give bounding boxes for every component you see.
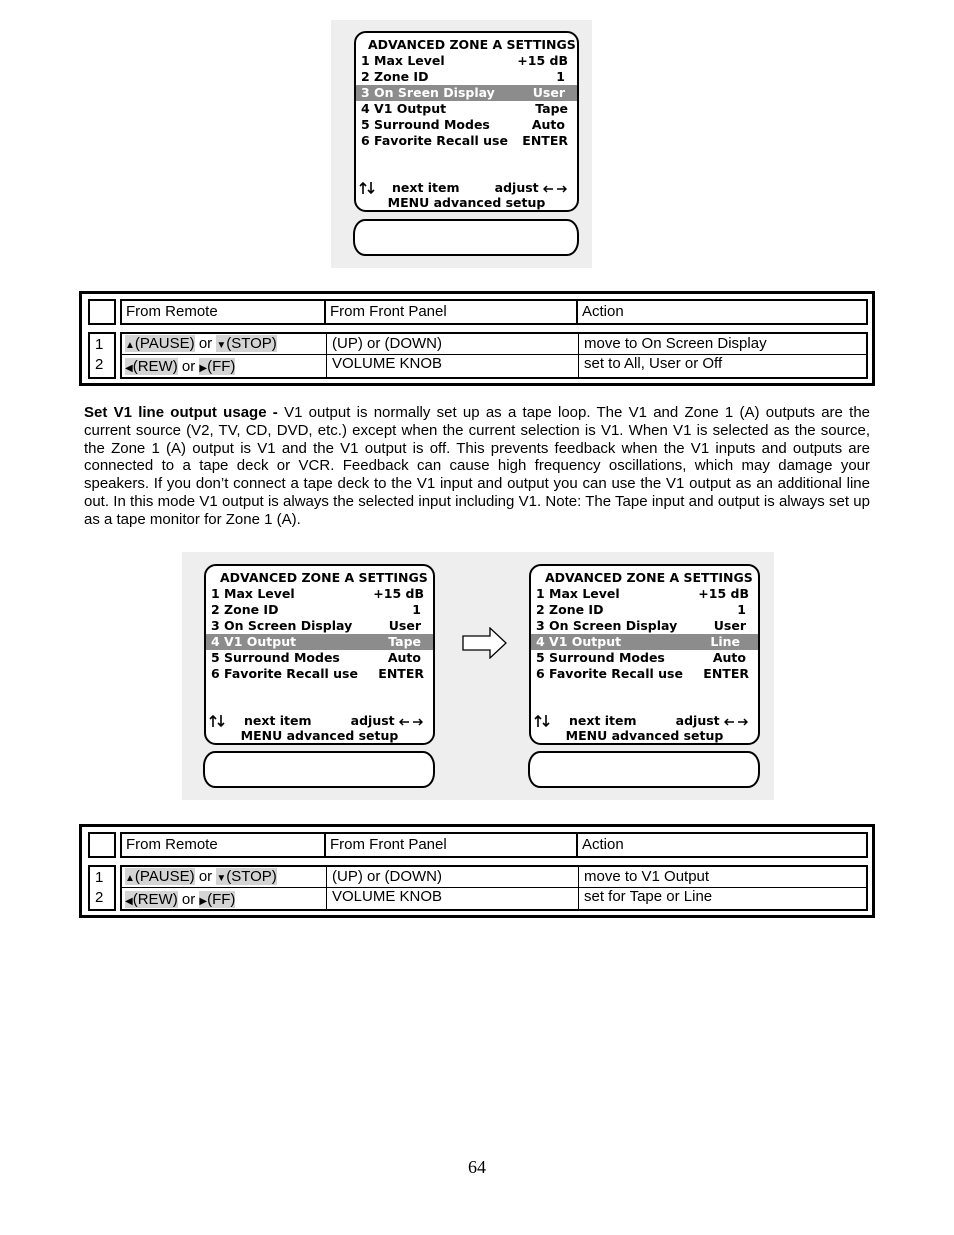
- osd-screen-left: [204, 564, 435, 745]
- osd-row: 5 Surround Modes Auto: [536, 650, 746, 665]
- osd-adjust: adjust: [351, 713, 423, 728]
- row-divider: [122, 887, 866, 888]
- osd-row: 6 Favorite Recall use ENTER: [536, 666, 749, 681]
- row-numbers: [88, 865, 116, 911]
- table-row: ◀(REW) or ▶(FF): [125, 358, 236, 375]
- header-from-front-panel: From Front Panel: [324, 299, 578, 325]
- osd-adjust: adjust: [676, 713, 748, 728]
- osd-menu-hint: MENU advanced setup: [565, 728, 724, 743]
- header-action: Action: [576, 299, 868, 325]
- table-row: ◀(REW) or ▶(FF): [125, 891, 236, 908]
- right-arrow-icon: [462, 627, 507, 659]
- table-body: [120, 332, 868, 379]
- table-cell-front: (UP) or (DOWN): [332, 868, 442, 885]
- header-from-remote: From Remote: [120, 299, 326, 325]
- osd-row: 3 On Screen Display User: [211, 618, 421, 633]
- osd-row: 5 Surround Modes Auto: [361, 117, 565, 132]
- table-cell-action: set for Tape or Line: [584, 888, 713, 905]
- triangle-up-icon: ▲: [125, 340, 135, 351]
- osd-row: 5 Surround Modes Auto: [211, 650, 421, 665]
- osd-row: 6 Favorite Recall use ENTER: [211, 666, 424, 681]
- row-divider: [122, 354, 866, 355]
- table-cell-action: move to On Screen Display: [584, 335, 767, 352]
- osd-row-selected: 4 V1 Output Tape: [206, 634, 433, 650]
- triangle-right-icon: ▶: [199, 363, 208, 374]
- header-from-remote: From Remote: [120, 832, 326, 858]
- table-cell-front: (UP) or (DOWN): [332, 335, 442, 352]
- osd-display-pill: [203, 751, 435, 788]
- column-divider: [578, 867, 579, 909]
- paragraph-text: V1 output is normally set up as a tape loop. The V1 and Zone 1 (A) outputs are the current source (V2, TV, CD, DVD, etc.) except when the current selection is V1. When V1 is selected as the source, the Zone 1 (A) output is V1 and the V1 output is off. This prevents feedback when the V1 inputs and outputs are connected to a tape deck or VCR. Feedback can cause high frequency oscillations, which may damage your speakers. If you don’t connect a tape deck to the V1 input and output you can use the V1 output as an additional line out. In this mode V1 output is always the selected input including V1. Note: The Tape input and output is always set up as a tape monitor for Zone 1 (A).: [84, 404, 871, 528]
- table-cell-action: set to All, User or Off: [584, 355, 723, 372]
- triangle-left-icon: ◀: [125, 363, 133, 374]
- osd-row: 2 Zone ID 1: [361, 69, 565, 84]
- column-divider: [578, 334, 579, 377]
- column-divider: [326, 334, 327, 377]
- control-table-2: [79, 824, 875, 918]
- up-down-arrows-icon: [534, 714, 552, 728]
- osd-menu-hint: MENU advanced setup: [240, 728, 399, 743]
- triangle-down-icon: ▼: [216, 340, 227, 351]
- osd-row: 3 On Screen Display User: [536, 618, 746, 633]
- osd-title: ADVANCED ZONE A SETTINGS: [545, 570, 753, 585]
- osd-row: 1 Max Level +15 dB: [361, 53, 568, 68]
- osd-row: 4 V1 Output Tape: [361, 101, 568, 116]
- triangle-up-icon: ▲: [125, 873, 135, 884]
- osd-display-pill: [528, 751, 760, 788]
- table-cell-front: VOLUME KNOB: [332, 355, 443, 372]
- osd-row: 2 Zone ID 1: [211, 602, 421, 617]
- body-paragraph: [84, 404, 870, 529]
- table-row: ▲(PAUSE) or ▼(STOP): [125, 335, 277, 352]
- osd-row-selected: 4 V1 Output Line: [531, 634, 758, 650]
- header-from-front-panel: From Front Panel: [324, 832, 578, 858]
- left-right-arrows-icon: [724, 717, 748, 727]
- corner-cell: [88, 299, 116, 325]
- left-right-arrows-icon: [543, 184, 567, 194]
- osd-menu-hint: MENU advanced setup: [387, 195, 546, 210]
- paragraph-lead: Set V1 line output usage -: [84, 404, 278, 421]
- osd-row: 2 Zone ID 1: [536, 602, 746, 617]
- osd-next-item: next item: [392, 180, 460, 195]
- osd-row: 1 Max Level +15 dB: [536, 586, 749, 601]
- row-number: 2: [95, 889, 104, 906]
- osd-next-item: next item: [569, 713, 637, 728]
- header-action: Action: [576, 832, 868, 858]
- up-down-arrows-icon: [209, 714, 227, 728]
- triangle-right-icon: ▶: [199, 896, 208, 907]
- table-cell-action: move to V1 Output: [584, 868, 710, 885]
- osd-adjust: adjust: [495, 180, 567, 195]
- osd-title: ADVANCED ZONE A SETTINGS: [220, 570, 428, 585]
- osd-next-item: next item: [244, 713, 312, 728]
- osd-screen-right: [529, 564, 760, 745]
- page-number: 64: [468, 1157, 486, 1177]
- row-number: 2: [95, 356, 104, 373]
- osd-display-pill: [353, 219, 579, 256]
- osd-row: 6 Favorite Recall use ENTER: [361, 133, 568, 148]
- column-divider: [326, 867, 327, 909]
- row-number: 1: [95, 336, 104, 353]
- osd-row-selected: 3 On Sreen Display User: [356, 85, 577, 101]
- osd-row: 1 Max Level +15 dB: [211, 586, 424, 601]
- osd-screen-top: [354, 31, 579, 212]
- table-row: ▲(PAUSE) or ▼(STOP): [125, 868, 277, 885]
- row-number: 1: [95, 869, 104, 886]
- corner-cell: [88, 832, 116, 858]
- triangle-left-icon: ◀: [125, 896, 133, 907]
- table-body: [120, 865, 868, 911]
- control-table-1: [79, 291, 875, 386]
- up-down-arrows-icon: [359, 181, 377, 195]
- row-numbers: [88, 332, 116, 379]
- table-cell-front: VOLUME KNOB: [332, 888, 443, 905]
- left-right-arrows-icon: [399, 717, 423, 727]
- osd-title: ADVANCED ZONE A SETTINGS: [368, 37, 576, 52]
- triangle-down-icon: ▼: [216, 873, 227, 884]
